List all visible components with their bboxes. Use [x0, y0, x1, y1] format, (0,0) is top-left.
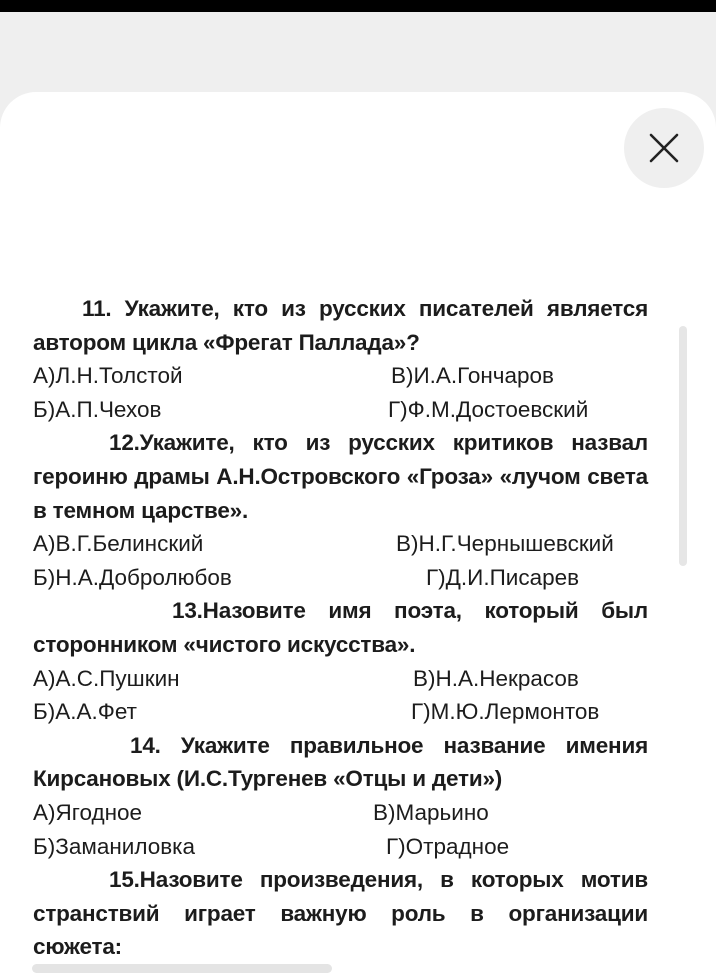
options-row — [33, 695, 648, 729]
bottom-scroll-indicator — [32, 964, 332, 973]
option-v[interactable]: В)Марьино — [373, 799, 489, 825]
option-b[interactable]: Б)Н.А.Добролюбов — [33, 564, 232, 590]
close-button[interactable] — [624, 108, 704, 188]
options-row — [33, 527, 648, 561]
options-row — [33, 796, 648, 830]
question-11: 11. Укажите, кто из русских писателей является автором цикла «Фрегат Паллада»? — [33, 296, 648, 355]
options-row — [33, 359, 648, 393]
option-b[interactable]: Б)А.П.Чехов — [33, 396, 162, 422]
option-g[interactable]: Г)Ф.М.Достоевский — [388, 396, 589, 422]
option-a[interactable]: А)В.Г.Белинский — [33, 531, 204, 557]
option-b[interactable]: Б)А.А.Фет — [33, 699, 137, 725]
close-icon — [649, 133, 679, 163]
option-v[interactable]: В)Н.Г.Чернышевский — [396, 531, 614, 557]
option-a[interactable]: А)А.С.Пушкин — [33, 665, 180, 691]
option-v[interactable]: В)И.А.Гончаров — [391, 363, 555, 389]
option-v[interactable]: В)Н.А.Некрасов — [413, 665, 579, 691]
option-g[interactable]: Г)М.Ю.Лермонтов — [411, 699, 600, 725]
option-g[interactable]: Г)Отрадное — [386, 833, 510, 859]
question-12: 12.Укажите, кто из русских критиков назвал героиню драмы А.Н.Островского «Гроза» «лучом света в темном царстве». — [33, 430, 648, 523]
option-b[interactable]: Б)Заманиловка — [33, 833, 196, 859]
question-14: 14. Укажите правильное название имения Кирсановых (И.С.Тургенев «Отцы и дети») — [33, 732, 648, 792]
option-g[interactable]: Г)Д.И.Писарев — [426, 564, 580, 590]
question-13: 13.Назовите имя поэта, который был сторонником «чистого искусства». — [33, 598, 648, 657]
scrollbar[interactable] — [679, 326, 687, 566]
options-row — [33, 393, 648, 427]
option-a[interactable]: А)Л.Н.Толстой — [33, 363, 183, 389]
status-bar — [0, 0, 716, 12]
options-row — [33, 561, 648, 595]
question-15: 15.Назовите произведения, в которых мотив странствий играет важную роль в организации сюжета: — [33, 867, 648, 960]
options-row — [33, 662, 648, 696]
option-a[interactable]: А)Ягодное — [33, 799, 143, 825]
options-row — [33, 830, 648, 864]
quiz-content — [33, 292, 648, 964]
